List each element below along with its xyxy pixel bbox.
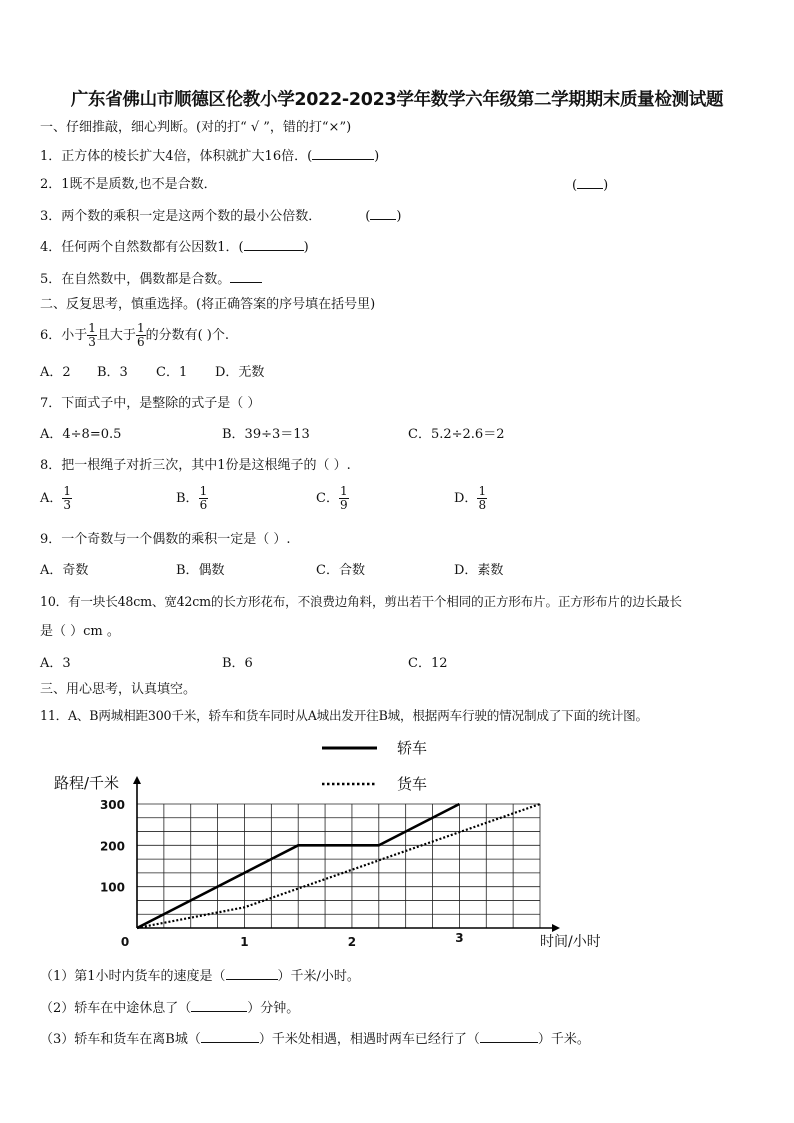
question-11-sub1 (40, 967, 360, 986)
question-5 (40, 270, 262, 289)
question-11-sub2 (40, 999, 299, 1018)
close-paren: ) (603, 178, 609, 193)
question-3-text: 3．两个数的乘积一定是这两个数的最小公倍数． (40, 209, 322, 224)
answer-blank[interactable] (577, 176, 603, 189)
option-c[interactable]: C．5.2÷2.6＝2 (408, 427, 505, 442)
option-b[interactable]: B．39÷3＝13 (222, 427, 310, 442)
question-4 (40, 238, 309, 257)
option-label: B． (176, 491, 199, 506)
series-line-truck (137, 804, 540, 928)
option-c[interactable] (316, 485, 349, 512)
open-paren: ( (572, 178, 578, 193)
option-label: D． (454, 491, 478, 506)
option-a[interactable] (40, 485, 72, 512)
y-axis-label: 路程/千米 (54, 774, 120, 792)
sub2-text-end: ）分钟。 (247, 1001, 300, 1016)
answer-blank[interactable] (370, 207, 396, 220)
question-11-sub3 (40, 1030, 590, 1049)
option-c[interactable]: C．1 (156, 365, 188, 380)
answer-blank[interactable] (312, 147, 374, 160)
sub3-text-end: ）千米。 (537, 1032, 590, 1047)
option-fraction: $\frac{1}{8}$ (478, 484, 487, 512)
y-tick-label: 100 (99, 880, 125, 895)
option-a[interactable]: A．4÷8=0.5 (40, 427, 122, 442)
answer-blank[interactable] (201, 1030, 259, 1043)
option-d[interactable]: D．无数 (215, 365, 265, 380)
option-fraction: $\frac{1}{9}$ (339, 484, 348, 512)
section1-heading: 一、仔细推敲，细心判断。(对的打“ √ ”，错的打“×”) (40, 120, 352, 135)
section3-heading: 三、用心思考，认真填空。 (40, 682, 197, 697)
distance-time-chart (40, 730, 600, 960)
question-1-text: 1．正方体的棱长扩大4倍，体积就扩大16倍．( (40, 149, 313, 164)
legend-label: 轿车 (397, 739, 428, 757)
y-tick-label: 300 (99, 798, 125, 812)
question-6-suffix: 的分数有( )个. (145, 328, 229, 343)
x-tick-label: 2 (347, 935, 357, 949)
sub3-text-mid: ）千米处相遇，相遇时两车已经行了（ (258, 1032, 480, 1047)
sub1-text-end: ）千米/小时。 (277, 969, 360, 984)
question-3 (40, 207, 401, 226)
section2-heading: 二、反复思考，慎重选择。(将正确答案的序号填在括号里) (40, 297, 376, 312)
option-a[interactable]: A．奇数 (40, 563, 89, 578)
option-b[interactable]: B．6 (222, 656, 253, 671)
question-7: 7．下面式子中，是整除的式子是（ ） (40, 396, 261, 411)
option-b[interactable]: B．3 (97, 365, 128, 380)
option-a[interactable]: A．2 (40, 365, 71, 380)
question-4-close: ) (303, 240, 309, 255)
option-c[interactable]: C．12 (408, 656, 448, 671)
fraction-1-3: $\frac{1}{3}$ (88, 321, 96, 349)
option-b[interactable] (176, 485, 208, 512)
option-a[interactable]: A．3 (40, 656, 71, 671)
x-tick-label: 3 (455, 931, 464, 945)
question-1-close: ) (374, 149, 380, 164)
question-2-answer (572, 176, 608, 195)
question-6-prefix: 6．小于 (40, 328, 88, 343)
option-d[interactable] (454, 485, 487, 512)
question-10-line2: 是（ ）cm 。 (40, 624, 120, 639)
option-label: A． (40, 491, 63, 506)
question-5-text: 5．在自然数中，偶数都是合数。 (40, 272, 231, 287)
x-tick-label: 0 (120, 935, 130, 949)
close-paren: ) (396, 209, 402, 224)
fraction-1-6: $\frac{1}{6}$ (136, 321, 145, 349)
open-paren: ( (365, 209, 371, 224)
option-label: C． (316, 491, 339, 506)
question-1 (40, 147, 379, 166)
option-fraction: $\frac{1}{6}$ (199, 484, 208, 512)
legend-label: 货车 (397, 775, 428, 793)
option-b[interactable]: B．偶数 (176, 563, 225, 578)
question-4-text: 4．任何两个自然数都有公因数1．( (40, 240, 244, 255)
question-11: 11．A、B两城相距300千米，轿车和货车同时从A城出发开往B城，根据两车行驶的情况制成了下面的统计图。 (40, 708, 648, 723)
x-tick-label: 1 (240, 935, 249, 949)
answer-blank[interactable] (226, 967, 278, 980)
answer-blank[interactable] (480, 1030, 538, 1043)
sub3-text: （3）轿车和货车在离B城（ (40, 1032, 201, 1047)
question-8: 8．把一根绳子对折三次，其中1份是这根绳子的（ ）. (40, 458, 351, 473)
y-axis-arrow (133, 776, 141, 784)
y-tick-label: 200 (99, 839, 125, 854)
question-6 (40, 322, 229, 349)
option-fraction: $\frac{1}{3}$ (63, 484, 72, 512)
page-title: 广东省佛山市顺德区伦教小学2022-2023学年数学六年级第二学期期末质量检测试题 (70, 90, 724, 110)
option-c[interactable]: C．合数 (316, 563, 365, 578)
question-10-line1: 10．有一块长48cm、宽42cm的长方形花布，不浪费边角料，剪出若干个相同的正方形布片。正方形布片的边长最长 (40, 594, 682, 609)
chart-svg (40, 730, 600, 960)
x-axis-label: 时间/小时 (540, 934, 600, 950)
answer-blank[interactable] (230, 270, 262, 283)
question-6-mid: 且大于 (96, 328, 136, 343)
x-axis-arrow (552, 924, 560, 932)
option-d[interactable]: D．素数 (454, 563, 504, 578)
sub1-text: （1）第1小时内货车的速度是（ (40, 969, 226, 984)
answer-blank[interactable] (191, 999, 247, 1012)
question-2: 2．1既不是质数,也不是合数． (40, 177, 217, 192)
question-9: 9．一个奇数与一个偶数的乘积一定是（ ）. (40, 532, 291, 547)
answer-blank[interactable] (244, 238, 304, 251)
sub2-text: （2）轿车在中途休息了（ (40, 1001, 192, 1016)
